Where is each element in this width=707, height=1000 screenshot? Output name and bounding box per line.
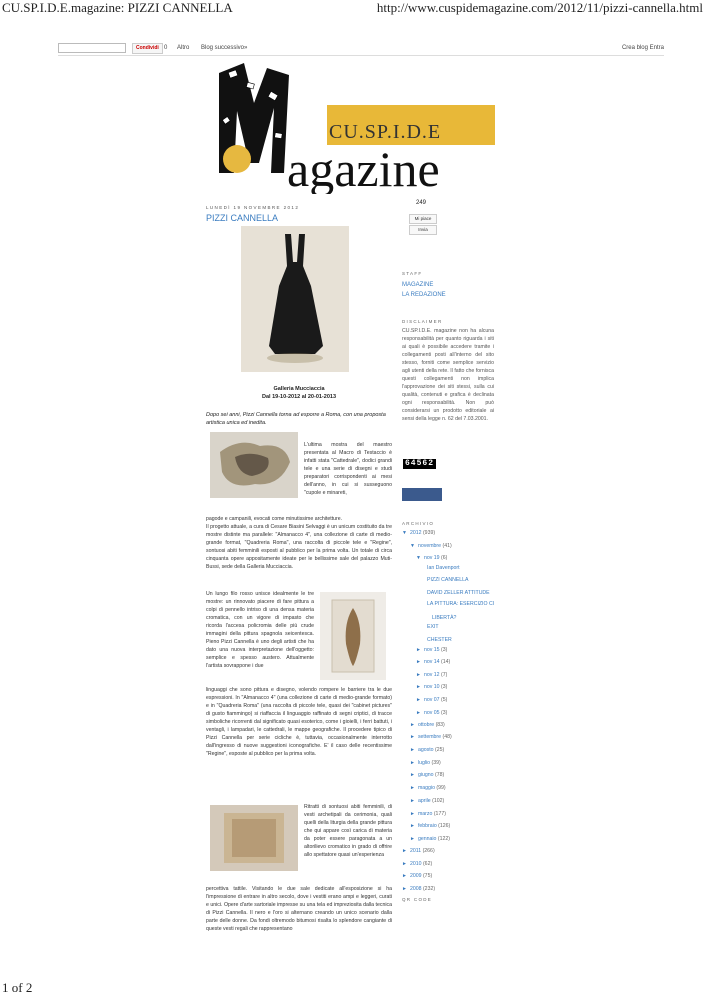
archive-item-label[interactable]: EXIT <box>427 624 439 630</box>
collapsed-arrow-icon[interactable]: ► <box>416 672 421 678</box>
collapsed-arrow-icon[interactable]: ► <box>410 798 415 804</box>
archive-item-label[interactable]: nov 15 <box>423 647 440 653</box>
post-paragraph-4: linguaggi che sono pittura e disegno, volendo rompere le barriere tra le due espressioni. In "Almanacco 4" (una collezione di carte di medio-grande formato) e in "Quadreria Roma" (una raccolta di piccole tele, quasi dei "cabinet pictures" di gusto fiammingo) si riaffaccia il linguaggio raffinato di segni criptici, di tracce simboliche ricorrenti dal significato quasi esoterico, come i gioielli, i ferri battuti, i ventagli, i lampadari, le cattedrali, le mappe geografiche. Il procedere tipico di Pizzi Cannella per serie cicliche è, tuttavia, occasionalmente interrotto dall'ingresso di nuove suggestioni iconografiche. E' il caso delle recentissime "Regine", esposte al pubblico per la prima volta. <box>206 687 392 757</box>
gallery-name: Galleria Mucciaccia <box>273 386 325 392</box>
archive-item[interactable] <box>416 659 450 665</box>
disclaimer-text: CU.SP.I.D.E. magazine non ha alcuna responsabilità per quanto riguarda i siti ai quali è possibile accedere tramite i collegamenti posti all'interno del sito stesso, forniti come semplice servizio agli utenti della rete. Il fatto che fornisca questi collegamenti non implica l'approvazione dei siti stessi, sulla cui qualità, contenuti e grafica è declinata ogni responsabilità. Non può considerarsi un prodotto editoriale ai sensi della legge n. 62 del 7.03.2001. <box>402 328 494 422</box>
archive-item-label[interactable]: febbraio <box>417 823 437 829</box>
header-magazine-text: agazine <box>287 141 440 194</box>
collapsed-arrow-icon[interactable]: ► <box>410 734 415 740</box>
collapsed-arrow-icon[interactable]: ► <box>402 873 407 879</box>
archive-item-label[interactable]: aprile <box>417 798 431 804</box>
archive-item-label[interactable]: CHESTER <box>427 637 452 643</box>
archive-item-label[interactable]: 2009 <box>409 873 422 879</box>
archive-item-label[interactable]: nov 19 <box>423 555 440 561</box>
collapsed-arrow-icon[interactable]: ► <box>410 823 415 829</box>
archive-item-label[interactable]: luglio <box>417 760 431 766</box>
archive-item-label[interactable]: marzo <box>417 811 433 817</box>
archive-item[interactable] <box>402 848 435 854</box>
collapsed-arrow-icon[interactable]: ► <box>410 811 415 817</box>
post-paragraph-1: L'ultima mostra del maestro presentata al Macro di Testaccio è infatti stata "Cattedrale", dodici grandi tele e una serie di disegni e studi preparatori corrispondenti ai mesi dell'anno, in cui si susseguono "cupole e minareti, <box>304 442 392 496</box>
share-count: 0 <box>164 45 168 51</box>
collapsed-arrow-icon[interactable]: ► <box>410 785 415 791</box>
archive-item-count: (62) <box>422 861 433 867</box>
archive-item[interactable] <box>429 615 456 621</box>
archive-item-count: (177) <box>433 811 446 817</box>
archive-item-label[interactable]: nov 12 <box>423 672 440 678</box>
archive-item-label[interactable]: ottobre <box>417 722 435 728</box>
collapsed-arrow-icon[interactable]: ► <box>402 861 407 867</box>
like-button[interactable]: Mi piace <box>409 214 437 224</box>
archive-item[interactable] <box>410 772 444 778</box>
archive-item-label[interactable]: nov 10 <box>423 684 440 690</box>
expanded-arrow-icon[interactable]: ▼ <box>416 555 421 561</box>
pdf-page-url[interactable]: http://www.cuspidemagazine.com/2012/11/pizzi-cannella.html <box>376 0 703 15</box>
archive-item-count: (3) <box>440 684 448 690</box>
post-paragraph-2: Il progetto attuale, a cura di Cesare Biasini Selvaggi è un unicum costituito da tre mostre distinte ma parallele: "Almanacco 4", una collezione di carte di medio-grande format, "Quadreria Roma", una raccolta di piccole tele e "Regine", sontuosi abiti femminili esposti al pubblico per la prima volta. Un totale di circa cinquanta opere appositamente ideate per le bellissime sale del palazzo Muti-Bussi, sede della Galleria Mucciaccia. <box>206 524 392 570</box>
archive-item-count: (39) <box>431 760 441 766</box>
collapsed-arrow-icon[interactable]: ► <box>410 836 415 842</box>
archive-item[interactable] <box>424 577 469 583</box>
artwork-image-3[interactable] <box>210 805 298 871</box>
archive-item-count: (14) <box>440 659 451 665</box>
archive-item[interactable] <box>410 760 441 766</box>
header-brand-text: CU.SP.I.D.E <box>329 121 442 143</box>
archive-item[interactable] <box>424 565 460 571</box>
collapsed-arrow-icon[interactable]: ► <box>410 722 415 728</box>
visitor-counter: 64562 <box>405 459 435 468</box>
collapsed-arrow-icon[interactable]: ► <box>410 747 415 753</box>
archive-item[interactable] <box>410 811 446 817</box>
archive-item-label[interactable]: giugno <box>417 772 434 778</box>
artwork-1-icon <box>210 432 298 498</box>
archive-item[interactable] <box>424 601 494 607</box>
post-intro: Dopo sei anni, Pizzi Cannella torna ad esporre a Roma, con una proposta artistica unica ed inedita. <box>206 412 386 426</box>
archive-item-label[interactable]: LIBERTÀ? <box>432 615 457 621</box>
archive-item-count: (6) <box>440 555 448 561</box>
collapsed-arrow-icon[interactable]: ► <box>416 659 421 665</box>
archive-item-count: (7) <box>440 672 448 678</box>
archive-item-label[interactable]: 2008 <box>409 886 422 892</box>
archive-item-count: (122) <box>437 836 450 842</box>
archive-item[interactable] <box>402 886 435 892</box>
post-paragraph-5: Ritratti di sontuosi abiti femminili, di vesti archetipali da cerimonia, quali quelli della liturgia della grande pittura che qui appare così carica di materia da poter essere paragonata a un altorilievo cromatico in grado di offrire allo spettatore quasi un'esperienza <box>304 804 392 858</box>
post-title[interactable]: PIZZI CANNELLA <box>206 213 279 223</box>
disclaimer-heading: DISCLAIMER <box>402 319 443 324</box>
archive-item-count: (99) <box>436 785 446 791</box>
pdf-page-number: 1 of 2 <box>2 980 33 995</box>
like-count: 249 <box>416 200 427 206</box>
archive-heading: ARCHIVIO <box>402 521 435 526</box>
artwork-image-2[interactable] <box>320 592 386 680</box>
archive-item[interactable] <box>402 530 435 536</box>
archive-item[interactable] <box>402 861 432 867</box>
archive-item-count: (48) <box>442 734 452 740</box>
staff-link-magazine[interactable]: MAGAZINE <box>402 282 434 288</box>
collapsed-arrow-icon[interactable]: ► <box>402 886 407 892</box>
archive-item[interactable] <box>424 590 490 596</box>
post-date: LUNEDÌ 19 NOVEMBRE 2012 <box>206 205 300 210</box>
collapsed-arrow-icon[interactable]: ► <box>416 647 421 653</box>
archive-item[interactable] <box>416 684 447 690</box>
archive-item-label[interactable]: nov 05 <box>423 710 440 716</box>
archive-item[interactable] <box>416 672 447 678</box>
archive-item-count: (126) <box>438 823 451 829</box>
collapsed-arrow-icon[interactable]: ► <box>402 848 407 854</box>
collapsed-arrow-icon[interactable]: ► <box>416 697 421 703</box>
pdf-page-title: CU.SP.I.D.E.magazine: PIZZI CANNELLA <box>2 0 233 15</box>
archive-item-count: (78) <box>434 772 445 778</box>
archive-item[interactable] <box>410 734 452 740</box>
archive-item-label[interactable]: Ian Davenport <box>427 565 460 571</box>
archive-item-count: (83) <box>435 722 445 728</box>
artwork-2-icon <box>320 592 386 680</box>
artwork-image-1[interactable] <box>210 432 298 498</box>
expanded-arrow-icon[interactable]: ▼ <box>410 543 415 549</box>
create-blog-login[interactable]: Crea blog Entra <box>621 45 664 51</box>
archive-item-label[interactable]: settembre <box>417 734 442 740</box>
post-paragraph-6: percettiva tattile. Visitando le due sale dedicate all'esposizione si ha l'impressione di entrare in altro secolo, dove i vestiti erano ampi e leggeri, curati e unici. Opere d'arte sartoriale impresse su una tela ed impreziosita dalla tecnica di Pizzi Cannella. Il nero e l'oro si alternano creando un unico scenario dalla parte delle donne. Da fondi oltremodo bitumosi risalta lo splendore cangiante di queste vesti regali che rappresentano <box>206 886 392 932</box>
post-paragraph-3: Un lungo filo rosso unisce idealmente le tre mostre: un rinnovato piacere di fare pittura a colpi di pennello intriso di una densa materia cromatica, con un vigore di impasto che ricorda l'accesa policromia delle più crude immagini della pittura spagnola seicentesca. Pieno Pizzi Cannella è uno degli artisti che ha dato una nuova interpretazione dell'oggetto: semplice e spesso austero. Attualmente l'artista sovrappone i due <box>206 591 314 669</box>
archive-item-count: (5) <box>440 697 448 703</box>
archive-item-count: (75) <box>422 873 433 879</box>
archive-item[interactable] <box>410 722 445 728</box>
archive-item-label[interactable]: agosto <box>417 747 434 753</box>
archive-item-count: (102) <box>432 798 445 804</box>
collapsed-arrow-icon[interactable]: ► <box>416 710 421 716</box>
archive-item-count: (3) <box>440 710 448 716</box>
dress-icon <box>241 226 349 372</box>
archive-item[interactable] <box>424 637 452 643</box>
archive-item[interactable] <box>410 823 450 829</box>
archive-item[interactable] <box>424 624 439 630</box>
archive-item-label[interactable]: novembre <box>417 543 442 549</box>
archive-item[interactable] <box>416 647 447 653</box>
collapsed-arrow-icon[interactable]: ► <box>410 760 415 766</box>
blogger-navbar <box>58 43 664 56</box>
archive-item-label[interactable]: 2010 <box>409 861 422 867</box>
archive-item[interactable] <box>410 747 444 753</box>
header-logo-art <box>209 63 504 194</box>
archive-item[interactable] <box>410 543 452 549</box>
archive-item-label[interactable]: nov 07 <box>423 697 440 703</box>
staff-heading: STAFF <box>402 271 423 276</box>
gallery-info <box>206 385 392 401</box>
staff-link-redazione[interactable]: LA REDAZIONE <box>402 292 446 298</box>
archive-item-label[interactable]: 2011 <box>409 848 422 854</box>
gallery-dates: Dal 19-10-2012 al 20-01-2013 <box>262 394 336 400</box>
archive-item-count: (3) <box>440 647 448 653</box>
share-button[interactable]: Condividi <box>132 43 163 54</box>
dress-painting-image[interactable] <box>241 226 349 372</box>
more-menu[interactable]: Altro <box>177 45 190 51</box>
post-paragraph-1-continued: pagode e campanili, evocati come minutissime architetture. <box>206 516 343 522</box>
archive-item-count: (232) <box>422 886 436 892</box>
collapsed-arrow-icon[interactable]: ► <box>416 684 421 690</box>
archive-item[interactable] <box>416 697 447 703</box>
next-blog-link[interactable]: Blog successivo» <box>201 45 248 51</box>
post-paragraph-2-block <box>206 515 392 571</box>
archive-item-label[interactable]: maggio <box>417 785 435 791</box>
magazine-header-logo[interactable] <box>209 63 504 194</box>
expanded-arrow-icon[interactable]: ▼ <box>402 530 407 536</box>
archive-item-count: (939) <box>422 530 436 536</box>
archive-item-label[interactable]: gennaio <box>417 836 437 842</box>
blog-badge-icon[interactable] <box>402 488 442 501</box>
qr-code-heading: QR CODE <box>402 897 433 902</box>
archive-item-label[interactable]: 2012 <box>409 530 422 536</box>
collapsed-arrow-icon[interactable]: ► <box>410 772 415 778</box>
archive-item[interactable] <box>410 798 444 804</box>
archive-item-label[interactable]: DAVID ZELLER ATTITUDE <box>427 590 490 596</box>
send-button[interactable]: Invia <box>409 225 437 235</box>
archive-item[interactable] <box>410 785 446 791</box>
archive-item-label[interactable]: PIZZI CANNELLA <box>427 577 469 583</box>
archive-item-count: (25) <box>434 747 445 753</box>
archive-item-label[interactable]: LA PITTURA: ESERCIZIO CI <box>427 601 495 607</box>
archive-item[interactable] <box>402 873 432 879</box>
archive-item[interactable] <box>410 836 450 842</box>
navbar-search-input[interactable] <box>58 43 126 53</box>
archive-item-count: (266) <box>422 848 435 854</box>
archive-item[interactable] <box>416 710 447 716</box>
artwork-3-icon <box>210 805 298 871</box>
archive-item-label[interactable]: nov 14 <box>423 659 440 665</box>
archive-item-count: (41) <box>442 543 452 549</box>
archive-item[interactable] <box>416 555 447 561</box>
